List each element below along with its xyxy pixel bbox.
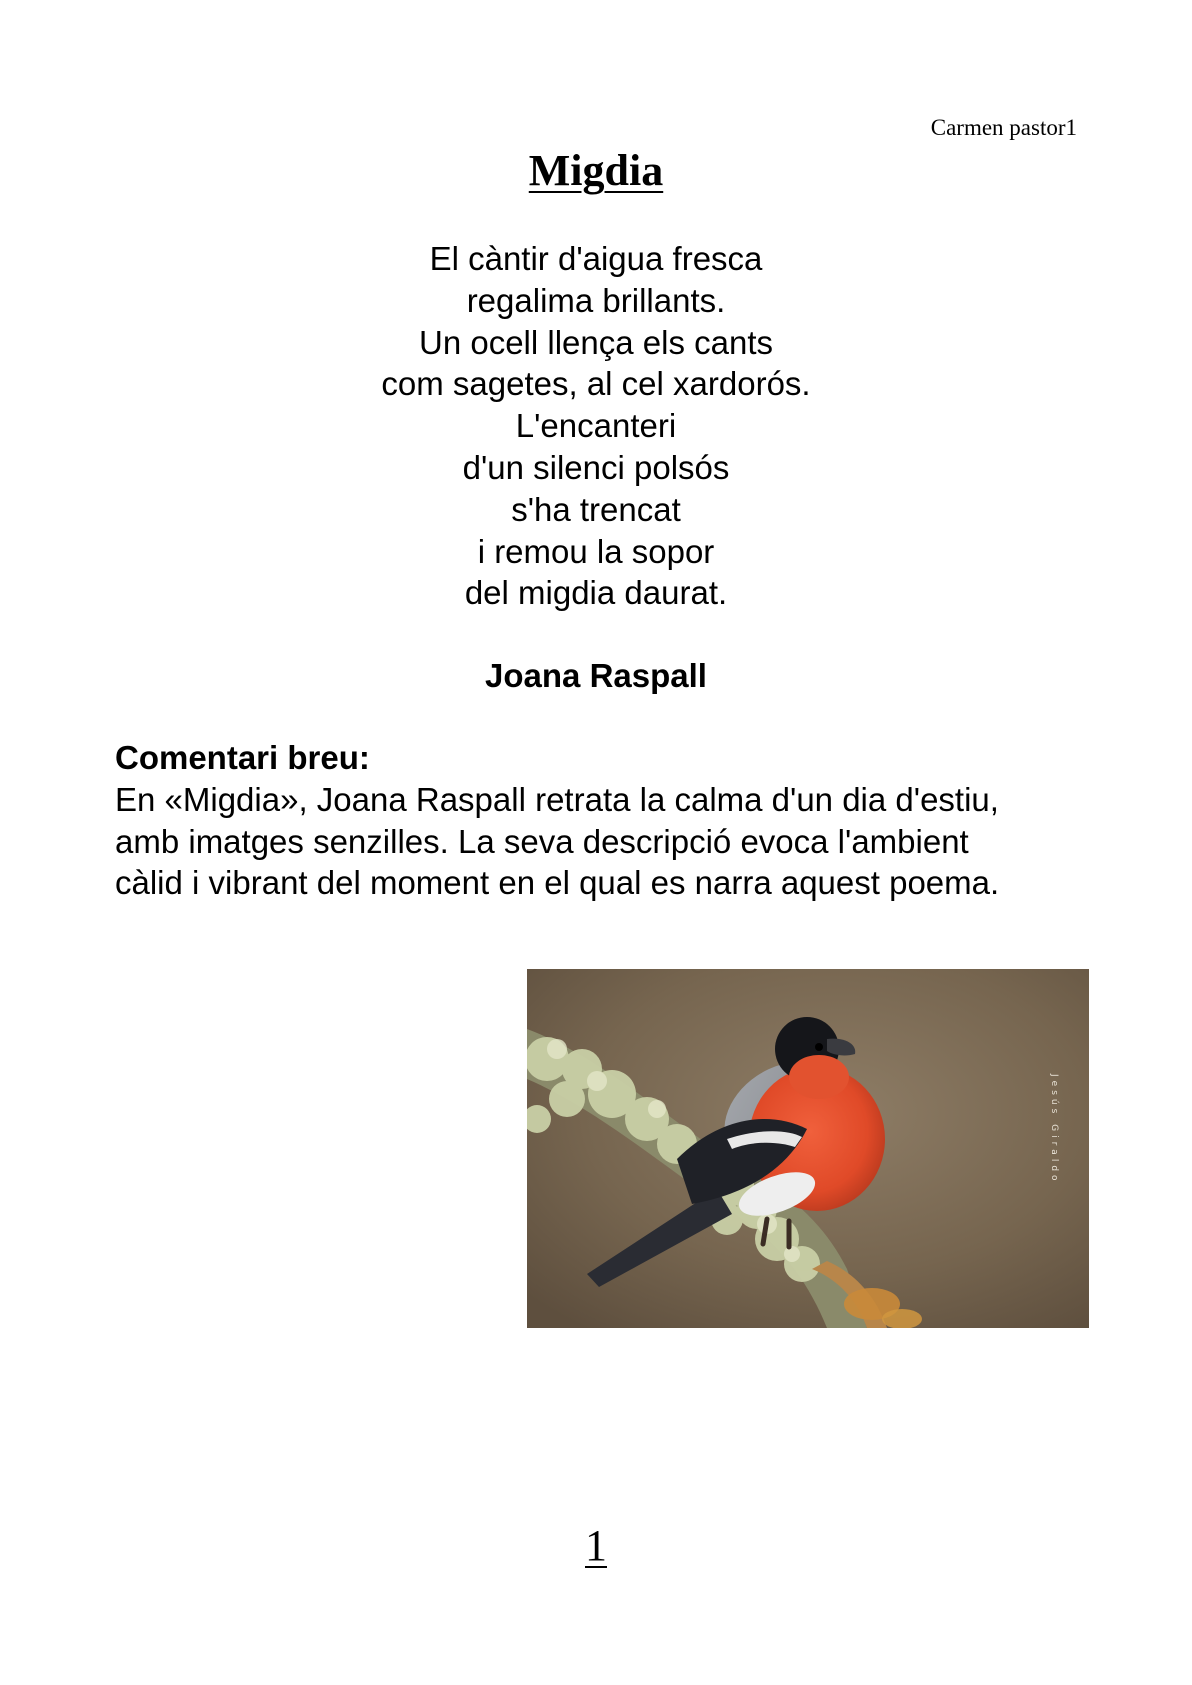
poem-line: s'ha trencat <box>511 490 681 528</box>
comment-section <box>115 737 1095 904</box>
poem-line: com sagetes, al cel xardorós. <box>381 365 811 403</box>
poem-line: regalima brillants. <box>466 281 726 319</box>
poem-line: d'un silenci polsós <box>462 448 730 486</box>
page-number <box>0 1520 1192 1572</box>
poem-line: i remou la sopor <box>477 532 715 570</box>
poem-line: L'encanteri <box>515 407 677 445</box>
photo-watermark: Jesús Giraldo <box>1049 1074 1059 1185</box>
header-author: Carmen pastor1 <box>930 115 1077 140</box>
poem-title <box>0 143 1192 199</box>
bullfinch-illustration <box>527 969 1089 1328</box>
poem-verses <box>0 238 1192 614</box>
comment-heading: Comentari breu: <box>115 739 370 776</box>
poem-author: Joana Raspall <box>485 657 707 694</box>
poem-line: del migdia daurat. <box>464 574 728 612</box>
poem-title-text: Migdia <box>528 146 664 195</box>
bird-photo <box>527 969 1089 1328</box>
comment-body: En «Migdia», Joana Raspall retrata la calma d'un dia d'estiu, amb imatges senzilles. La seva descripció evoca l'ambient càlid i vibrant del moment en el qual es narra aquest poema. <box>115 780 1000 902</box>
poem-line: El càntir d'aigua fresca <box>429 240 763 277</box>
page-number-text: 1 <box>585 1521 607 1570</box>
poem-line: Un ocell llença els cants <box>418 323 773 361</box>
